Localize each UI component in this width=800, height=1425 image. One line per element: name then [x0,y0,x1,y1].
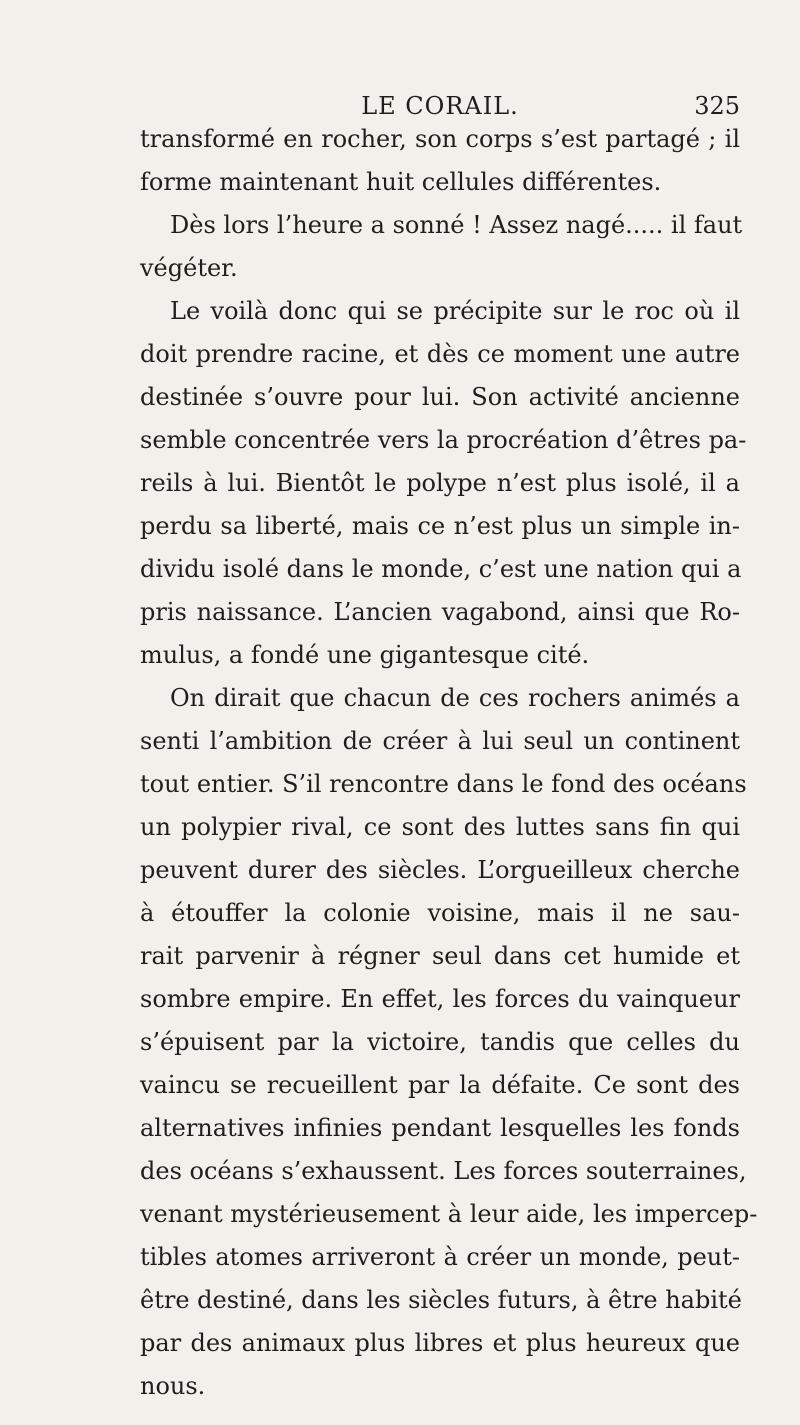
text-line: dividu isolé dans le monde, c’est une nation qui a [140,555,742,583]
running-title: LE CORAIL. [361,92,519,120]
text-line: tout entier. S’il rencontre dans le fond des océans [140,770,747,798]
page-number: 325 [694,92,740,120]
text-line: peuvent durer des siècles. L’orgueilleux cherche [140,856,740,884]
text-line: nous. [140,1372,206,1400]
text-line: Dès lors l’heure a sonné ! Assez nagé..... il faut [170,211,743,239]
text-line: des océans s’exhaussent. Les forces souterraines, [140,1157,747,1185]
text-line: doit prendre racine, et dès ce moment une autre [140,340,740,368]
text-line: vaincu se recueillent par la défaite. Ce sont des [140,1071,740,1099]
text-line: reils à lui. Bientôt le polype n’est plus isolé, il a [140,469,740,497]
text-line: végéter. [140,254,238,282]
body-text [140,118,758,1408]
text-line: destinée s’ouvre pour lui. Son activité ancienne [140,383,740,411]
text-line: tibles atomes arriveront à créer un monde, peut- [140,1243,740,1271]
text-line: senti l’ambition de créer à lui seul un continent [140,727,740,755]
text-line: semble concentrée vers la procréation d’êtres pa- [140,426,747,454]
text-line: Le voilà donc qui se précipite sur le roc où il [170,297,740,325]
text-line: à étouffer la colonie voisine, mais il ne sau- [140,899,740,927]
text-line: par des animaux plus libres et plus heureux que [140,1329,740,1357]
text-line: s’épuisent par la victoire, tandis que celles du [140,1028,740,1056]
text-line: être destiné, dans les siècles futurs, à être habité [140,1286,742,1314]
text-line: forme maintenant huit cellules différentes. [140,168,662,196]
text-line: transformé en rocher, son corps s’est partagé ; il [140,125,740,153]
text-line: mulus, a fondé une gigantesque cité. [140,641,590,669]
text-line: perdu sa liberté, mais ce n’est plus un simple in- [140,512,740,540]
text-line: alternatives infinies pendant lesquelles les fonds [140,1114,740,1142]
text-line: rait parvenir à régner seul dans cet humide et [140,942,740,970]
text-line: un polypier rival, ce sont des luttes sans fin qui [140,813,740,841]
text-line: venant mystérieusement à leur aide, les impercep- [140,1200,758,1228]
text-line: pris naissance. L’ancien vagabond, ainsi que Ro- [140,598,740,626]
text-line: sombre empire. En effet, les forces du vainqueur [140,985,740,1013]
text-line: On dirait que chacun de ces rochers animés a [170,684,740,712]
